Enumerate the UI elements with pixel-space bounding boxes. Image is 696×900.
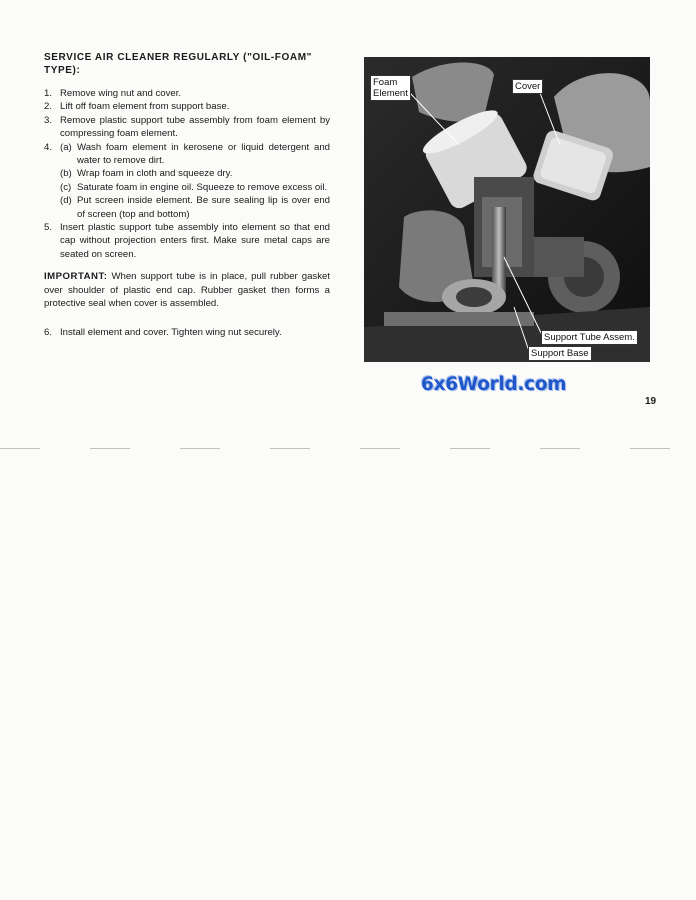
substep-c bbox=[60, 181, 330, 194]
substep-a bbox=[60, 141, 330, 168]
engine-photo bbox=[364, 57, 650, 362]
step-text: Lift off foam element from support base. bbox=[60, 101, 230, 113]
step-1 bbox=[44, 87, 330, 100]
callout-support-tube: Support Tube Assem. bbox=[541, 330, 638, 345]
step-number: 3. bbox=[44, 114, 53, 126]
step-text: Remove wing nut and cover. bbox=[60, 88, 182, 99]
substep-label: (a) bbox=[60, 141, 72, 153]
watermark-text: 6x6World.com bbox=[421, 374, 567, 395]
step-text: Remove plastic support tube assembly from foam element by compressing foam element. bbox=[60, 114, 330, 140]
important-text: When support tube is in place, pull rubber gasket over shoulder of plastic end cap. Rubber gasket then forms a protective seal when cover is assembled. bbox=[44, 271, 330, 310]
important-label: IMPORTANT: bbox=[44, 271, 108, 283]
substep-d bbox=[60, 194, 330, 221]
step-number: 4. bbox=[44, 141, 53, 153]
substep-label: (b) bbox=[60, 168, 72, 180]
step-4 bbox=[44, 141, 330, 221]
substep-label: (d) bbox=[60, 195, 72, 207]
instructions-column bbox=[44, 51, 330, 339]
step-number: 2. bbox=[44, 101, 53, 113]
section-heading: SERVICE AIR CLEANER REGULARLY ("OIL-FOAM" TYPE): bbox=[44, 52, 312, 76]
step-5 bbox=[44, 221, 330, 261]
page-number: 19 bbox=[645, 396, 657, 407]
step-number: 1. bbox=[44, 88, 53, 99]
callout-support-base: Support Base bbox=[528, 346, 592, 361]
important-note bbox=[44, 270, 330, 310]
substep-text: Saturate foam in engine oil. Squeeze to remove excess oil. bbox=[77, 181, 328, 193]
substep-text: Wrap foam in cloth and squeeze dry. bbox=[77, 168, 233, 180]
callout-foam-element bbox=[370, 75, 411, 101]
step-2 bbox=[44, 100, 330, 113]
step-text: Insert plastic support tube assembly into element so that end cap without projection enters first. Make sure metal caps are seated on screen. bbox=[60, 222, 330, 260]
substep-text: Wash foam element in kerosene or liquid detergent and water to remove dirt. bbox=[77, 141, 330, 167]
step-6 bbox=[44, 326, 330, 339]
callout-foam-line1: Foam bbox=[373, 77, 398, 88]
step-text: Install element and cover. Tighten wing nut securely. bbox=[60, 326, 282, 338]
step-number: 6. bbox=[44, 326, 53, 338]
substep-b bbox=[60, 167, 330, 180]
substep-label: (c) bbox=[60, 181, 72, 193]
substep-list bbox=[60, 141, 330, 221]
step-3 bbox=[44, 114, 330, 141]
substep-text: Put screen inside element. Be sure sealing lip is over end of screen (top and bottom) bbox=[77, 195, 330, 220]
scan-edge-line bbox=[0, 448, 696, 449]
engine-photo-illustration bbox=[364, 57, 650, 362]
step-number: 5. bbox=[44, 222, 53, 234]
callout-foam-line2: Element bbox=[373, 88, 408, 99]
callout-cover: Cover bbox=[512, 79, 543, 94]
